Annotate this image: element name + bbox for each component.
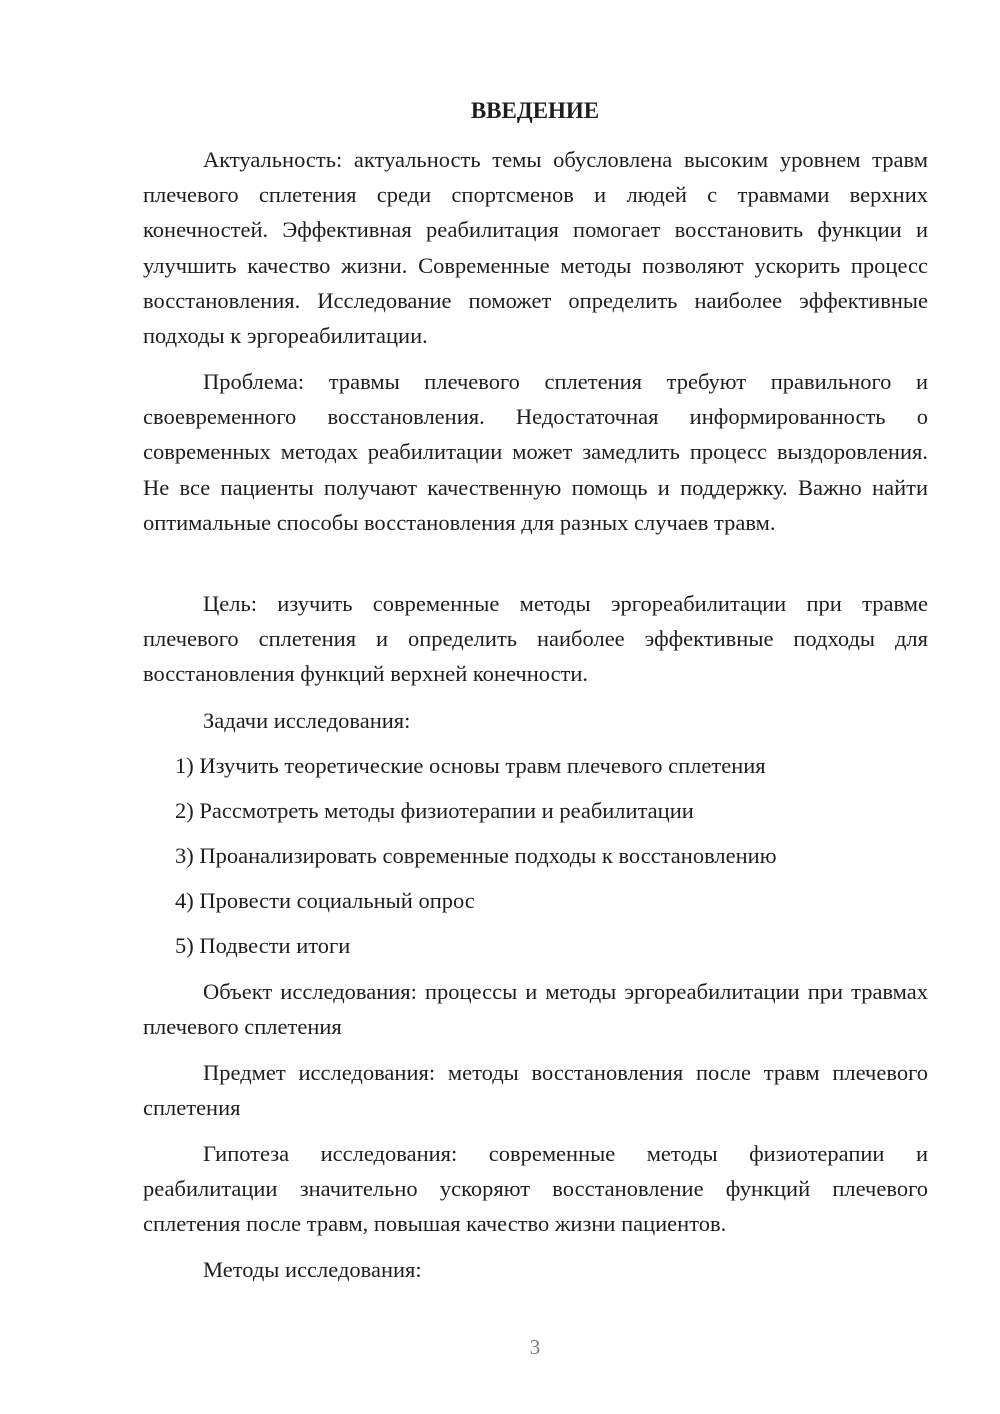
problem-paragraph: Проблема: травмы плечевого сплетения требуют правильного и своевременного восстановления. Недостаточная информированность о современных методах реабилитации может замедлить процесс выздоровления. Не все пациенты получают качественную помощь и поддержку. Важно найти оптимальные способы восстановления для разных случаев травм. bbox=[143, 369, 928, 535]
tasks-title: Задачи исследования: bbox=[203, 708, 411, 733]
task-item-3: 3) Проанализировать современные подходы к восстановлению bbox=[175, 843, 777, 868]
methods-title: Методы исследования: bbox=[203, 1257, 422, 1282]
page-number: 3 bbox=[529, 1335, 541, 1359]
task-item-5: 5) Подвести итоги bbox=[175, 933, 351, 958]
page-title: ВВЕДЕНИЕ bbox=[470, 98, 600, 123]
task-item-4: 4) Провести социальный опрос bbox=[175, 888, 475, 913]
subject-paragraph: Предмет исследования: методы восстановления после травм плечевого сплетения bbox=[143, 1060, 928, 1121]
goal-paragraph: Цель: изучить современные методы эргореабилитации при травме плечевого сплетения и определить наиболее эффективные подходы для восстановления функций верхней конечности. bbox=[143, 591, 928, 687]
task-item-1: 1) Изучить теоретические основы травм плечевого сплетения bbox=[175, 753, 766, 778]
task-item-2: 2) Рассмотреть методы физиотерапии и реабилитации bbox=[175, 798, 694, 823]
relevance-paragraph: Актуальность: актуальность темы обусловлена высоким уровнем травм плечевого сплетения среди спортсменов и людей с травмами верхних конечностей. Эффективная реабилитация помогает восстановить функции и улучшить качество жизни. Современные методы позволяют ускорить процесс восстановления. Исследование поможет определить наиболее эффективные подходы к эргореабилитации. bbox=[143, 147, 928, 349]
hypothesis-paragraph: Гипотеза исследования: современные методы физиотерапии и реабилитации значительно ускоряют восстановление функций плечевого сплетения после травм, повышая качество жизни пациентов. bbox=[143, 1141, 928, 1237]
object-paragraph: Объект исследования: процессы и методы эргореабилитации при травмах плечевого сплетения bbox=[143, 979, 928, 1040]
